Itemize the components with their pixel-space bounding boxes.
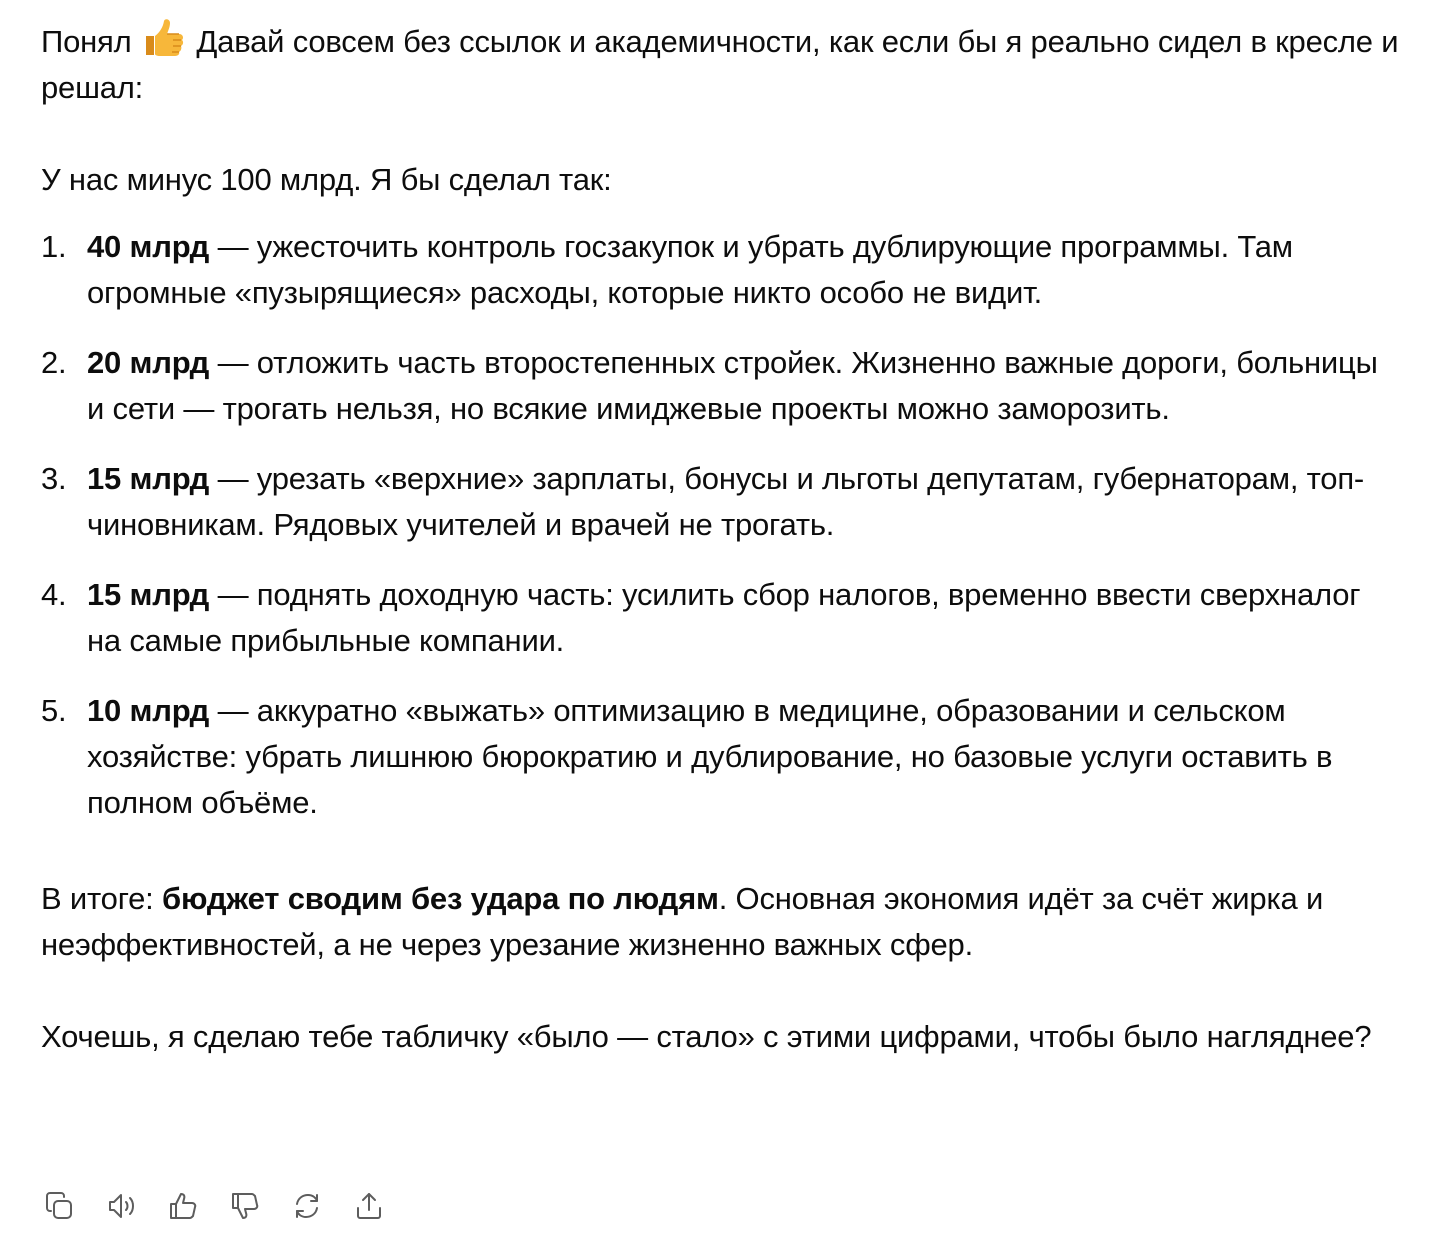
- list-item-number: 3.: [41, 461, 67, 496]
- summary-paragraph: [41, 876, 1401, 968]
- thumbs-up-icon: [166, 1189, 200, 1223]
- question-paragraph: Хочешь, я сделаю тебе табличку «было — стало» с этими цифрами, чтобы было нагляднее?: [41, 1019, 1372, 1054]
- copy-icon: [42, 1189, 76, 1223]
- list-item-amount: 40 млрд: [87, 229, 210, 264]
- list-item-amount: 15 млрд: [87, 461, 210, 496]
- bad-response-button[interactable]: [227, 1188, 263, 1224]
- assistant-message: [41, 18, 1401, 1060]
- list-item: [41, 340, 1401, 432]
- intro-text-end: Давай совсем без ссылок и академичности, как если бы я реально сидел в кресле и решал:: [41, 24, 1399, 105]
- list-item: [41, 224, 1401, 316]
- regenerate-icon: [290, 1189, 324, 1223]
- list-item-text: — ужесточить контроль госзакупок и убрать дублирующие программы. Там огромные «пузырящиеся» расходы, которые никто особо не видит.: [87, 229, 1293, 310]
- list-item-text: — аккуратно «выжать» оптимизацию в медицине, образовании и сельском хозяйстве: убрать лишнюю бюрократию и дублирование, но базовые услуги оставить в полном объёме.: [87, 693, 1333, 820]
- good-response-button[interactable]: [165, 1188, 201, 1224]
- list-item-amount: 15 млрд: [87, 577, 210, 612]
- message-actions-bar: [41, 1188, 387, 1224]
- list-item: [41, 572, 1401, 664]
- list-item-number: 2.: [41, 345, 67, 380]
- list-item-amount: 10 млрд: [87, 693, 210, 728]
- copy-button[interactable]: [41, 1188, 77, 1224]
- list-item-text: — поднять доходную часть: усилить сбор налогов, временно ввести сверхналог на самые прибыльные компании.: [87, 577, 1361, 658]
- list-item-text: — урезать «верхние» зарплаты, бонусы и льготы депутатам, губернаторам, топ-чиновникам. Рядовых учителей и врачей не трогать.: [87, 461, 1365, 542]
- share-button[interactable]: [351, 1188, 387, 1224]
- list-item-number: 1.: [41, 229, 67, 264]
- list-item-amount: 20 млрд: [87, 345, 210, 380]
- lead-paragraph: У нас минус 100 млрд. Я бы сделал так:: [41, 162, 612, 197]
- regenerate-button[interactable]: [289, 1188, 325, 1224]
- intro-paragraph: [41, 18, 1401, 111]
- list-item: [41, 456, 1401, 548]
- list-item: [41, 688, 1401, 826]
- intro-text-start: Понял: [41, 24, 132, 59]
- thumbs-up-emoji-icon: [142, 18, 186, 58]
- summary-prefix: В итоге:: [41, 881, 162, 916]
- list-item-number: 5.: [41, 693, 67, 728]
- thumbs-down-icon: [228, 1189, 262, 1223]
- list-item-text: — отложить часть второстепенных стройек. Жизненно важные дороги, больницы и сети — трогать нельзя, но всякие имиджевые проекты можно заморозить.: [87, 345, 1378, 426]
- summary-rest: . Основная экономия идёт за счёт жирка и неэффективностей, а не через урезание жизненно важных сфер.: [41, 881, 1324, 962]
- read-aloud-button[interactable]: [103, 1188, 139, 1224]
- list-item-number: 4.: [41, 577, 67, 612]
- share-icon: [352, 1189, 386, 1223]
- plan-list: [41, 224, 1401, 826]
- summary-bold: бюджет сводим без удара по людям: [162, 881, 719, 916]
- speaker-icon: [104, 1189, 138, 1223]
